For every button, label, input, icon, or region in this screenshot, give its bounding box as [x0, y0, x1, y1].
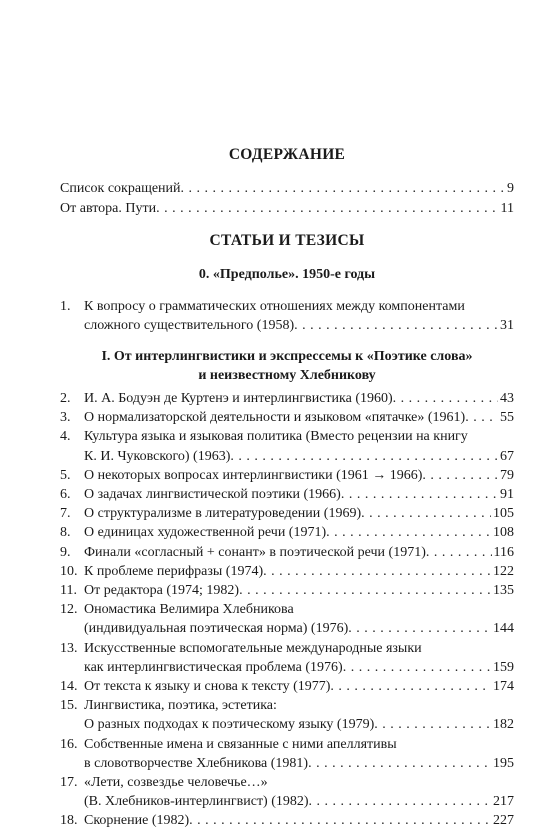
part0-heading: 0. «Предполье». 1950-е годы [198, 267, 376, 282]
page-number: 108 [493, 525, 514, 541]
leader-dots [341, 485, 498, 504]
entry-title: Финали «согласный + сонант» в поэтической речи (1971) [84, 544, 426, 560]
entry-title: О задачах лингвистической поэтики (1966) [84, 487, 341, 502]
entry-number: 2. [60, 391, 71, 406]
entry-number: 10. [60, 563, 78, 579]
entry-title: (индивидуальная поэтическая норма) (1976) [84, 621, 349, 637]
leader-dots [426, 543, 492, 562]
entry-title: От текста к языку и снова к тексту (1977) [84, 679, 331, 694]
page-number: 182 [493, 717, 514, 733]
leader-dots [263, 562, 491, 581]
leader-dots [181, 179, 505, 198]
entry-title: Список сокращений [60, 181, 181, 196]
entry-number: 8. [60, 525, 71, 541]
entry-title: как интерлингвистическая проблема (1976) [84, 659, 343, 675]
page-title: СОДЕРЖАНИЕ [228, 146, 346, 163]
part1-heading-line: I. От интерлингвистики и экспрессемы к «Поэтике слова» [101, 349, 473, 364]
page-number: 135 [493, 583, 514, 598]
toc-line [84, 735, 514, 754]
page-number: 217 [493, 794, 514, 810]
toc-line-with-page [84, 447, 514, 466]
page-number: 116 [493, 544, 514, 560]
section-title: СТАТЬИ И ТЕЗИСЫ [209, 232, 365, 249]
leader-dots [309, 792, 491, 811]
toc-line-with-page [84, 523, 514, 542]
entry-title: От автора. Пути [60, 201, 157, 216]
entry-title: К вопросу о грамматических отношениях между компонентами [84, 299, 465, 314]
entry-title: К проблеме перифразы (1974) [84, 563, 264, 579]
page-number: 195 [493, 755, 514, 771]
toc-line-with-page [84, 389, 514, 408]
entry-number: 11. [60, 583, 77, 598]
entry-title: О нормализаторской деятельности и языковом «пятачке» (1961) [84, 410, 466, 426]
toc-line-with-page [60, 179, 514, 198]
leader-dots [465, 408, 498, 427]
entry-title: От редактора (1974; 1982) [84, 583, 240, 598]
toc-line-with-page [84, 316, 514, 335]
toc-line-with-page [84, 658, 514, 677]
toc-line [84, 427, 514, 446]
entry-title: Ономастика Велимира Хлебникова [84, 602, 294, 618]
leader-dots [348, 619, 491, 638]
toc-line-with-page [84, 581, 514, 600]
entry-title: К. И. Чуковского) (1963) [84, 448, 231, 464]
toc-line [84, 600, 514, 619]
leader-dots [189, 811, 491, 830]
entry-number: 1. [60, 299, 71, 314]
toc-line [84, 773, 514, 792]
toc-line-with-page [84, 715, 514, 734]
leader-dots [330, 677, 491, 696]
page-number: 11 [500, 201, 514, 216]
entry-title: О структурализме в литературоведении (1969) [84, 506, 362, 522]
entry-title: Собственные имена и связанные с ними апеллятивы [84, 736, 397, 752]
toc-line-with-page [84, 619, 514, 638]
entry-title: сложного существительного (1958) [84, 318, 295, 334]
toc-line-with-page [84, 754, 514, 773]
page-number: 91 [500, 487, 514, 502]
toc-line-with-page [84, 677, 514, 696]
entry-title: в словотворчестве Хлебникова (1981) [84, 755, 309, 771]
page-number: 227 [493, 813, 514, 829]
entry-number: 14. [60, 679, 78, 694]
toc-line [84, 297, 514, 316]
leader-dots [374, 715, 491, 734]
page-number: 55 [500, 410, 514, 426]
page-number: 144 [493, 621, 514, 637]
page-number: 105 [493, 506, 514, 522]
page-number: 159 [493, 659, 514, 675]
toc-line-with-page [84, 466, 514, 485]
entry-number: 5. [60, 467, 71, 483]
entry-title: (В. Хлебников-интерлингвист) (1982) [84, 794, 309, 810]
leader-dots [239, 581, 491, 600]
toc-line [84, 696, 514, 715]
toc-line [84, 639, 514, 658]
entry-title: Искусственные вспомогательные международные языки [84, 640, 422, 656]
entry-title: О единицах художественной речи (1971) [84, 525, 327, 541]
toc-line-with-page [60, 199, 514, 218]
page-number: 79 [500, 467, 514, 483]
leader-dots [156, 199, 498, 218]
leader-dots [393, 389, 498, 408]
toc-line-with-page [84, 408, 514, 427]
toc-line-with-page [84, 562, 514, 581]
leader-dots [326, 523, 491, 542]
leader-dots [294, 316, 498, 335]
entry-number: 4. [60, 429, 71, 445]
leader-dots [230, 447, 498, 466]
page-number: 67 [500, 448, 514, 464]
entry-number: 7. [60, 506, 71, 522]
page-number: 9 [507, 181, 514, 196]
toc-line-with-page [84, 543, 514, 562]
entry-number: 15. [60, 698, 78, 714]
entry-title: Культура языка и языковая политика (Вместо рецензии на книгу [84, 429, 468, 445]
entry-title: И. А. Бодуэн де Куртенэ и интерлингвистика (1960) [84, 391, 393, 406]
entry-title: «Лети, созвездье человечье…» [84, 775, 268, 790]
page-number: 174 [493, 679, 514, 694]
entry-number: 13. [60, 640, 78, 656]
page-number: 43 [500, 391, 514, 406]
entry-title: Лингвистика, поэтика, эстетика: [84, 698, 277, 714]
entry-number: 9. [60, 544, 71, 560]
toc-line-with-page [84, 485, 514, 504]
leader-dots [422, 466, 498, 485]
toc-line-with-page [84, 792, 514, 811]
entry-title: О разных подходах к поэтическому языку (1979) [84, 717, 375, 733]
part1-heading-line: и неизвестному Хлебникову [198, 368, 376, 383]
page-number: 122 [493, 563, 514, 579]
entry-number: 18. [60, 813, 78, 829]
entry-number: 16. [60, 736, 78, 752]
leader-dots [361, 504, 491, 523]
entry-title: Скорнение (1982) [84, 813, 190, 829]
part1-heading [60, 347, 514, 385]
entry-number: 3. [60, 410, 71, 426]
leader-dots [308, 754, 491, 773]
toc-line-with-page [84, 504, 514, 523]
entry-title: О некоторых вопросах интерлингвистики (1961 → 1966) [84, 467, 423, 483]
page-number: 31 [500, 318, 514, 334]
leader-dots [343, 658, 491, 677]
toc-line-with-page [84, 811, 514, 830]
entry-number: 6. [60, 487, 71, 502]
entry-number: 17. [60, 775, 78, 790]
entry-number: 12. [60, 602, 78, 618]
